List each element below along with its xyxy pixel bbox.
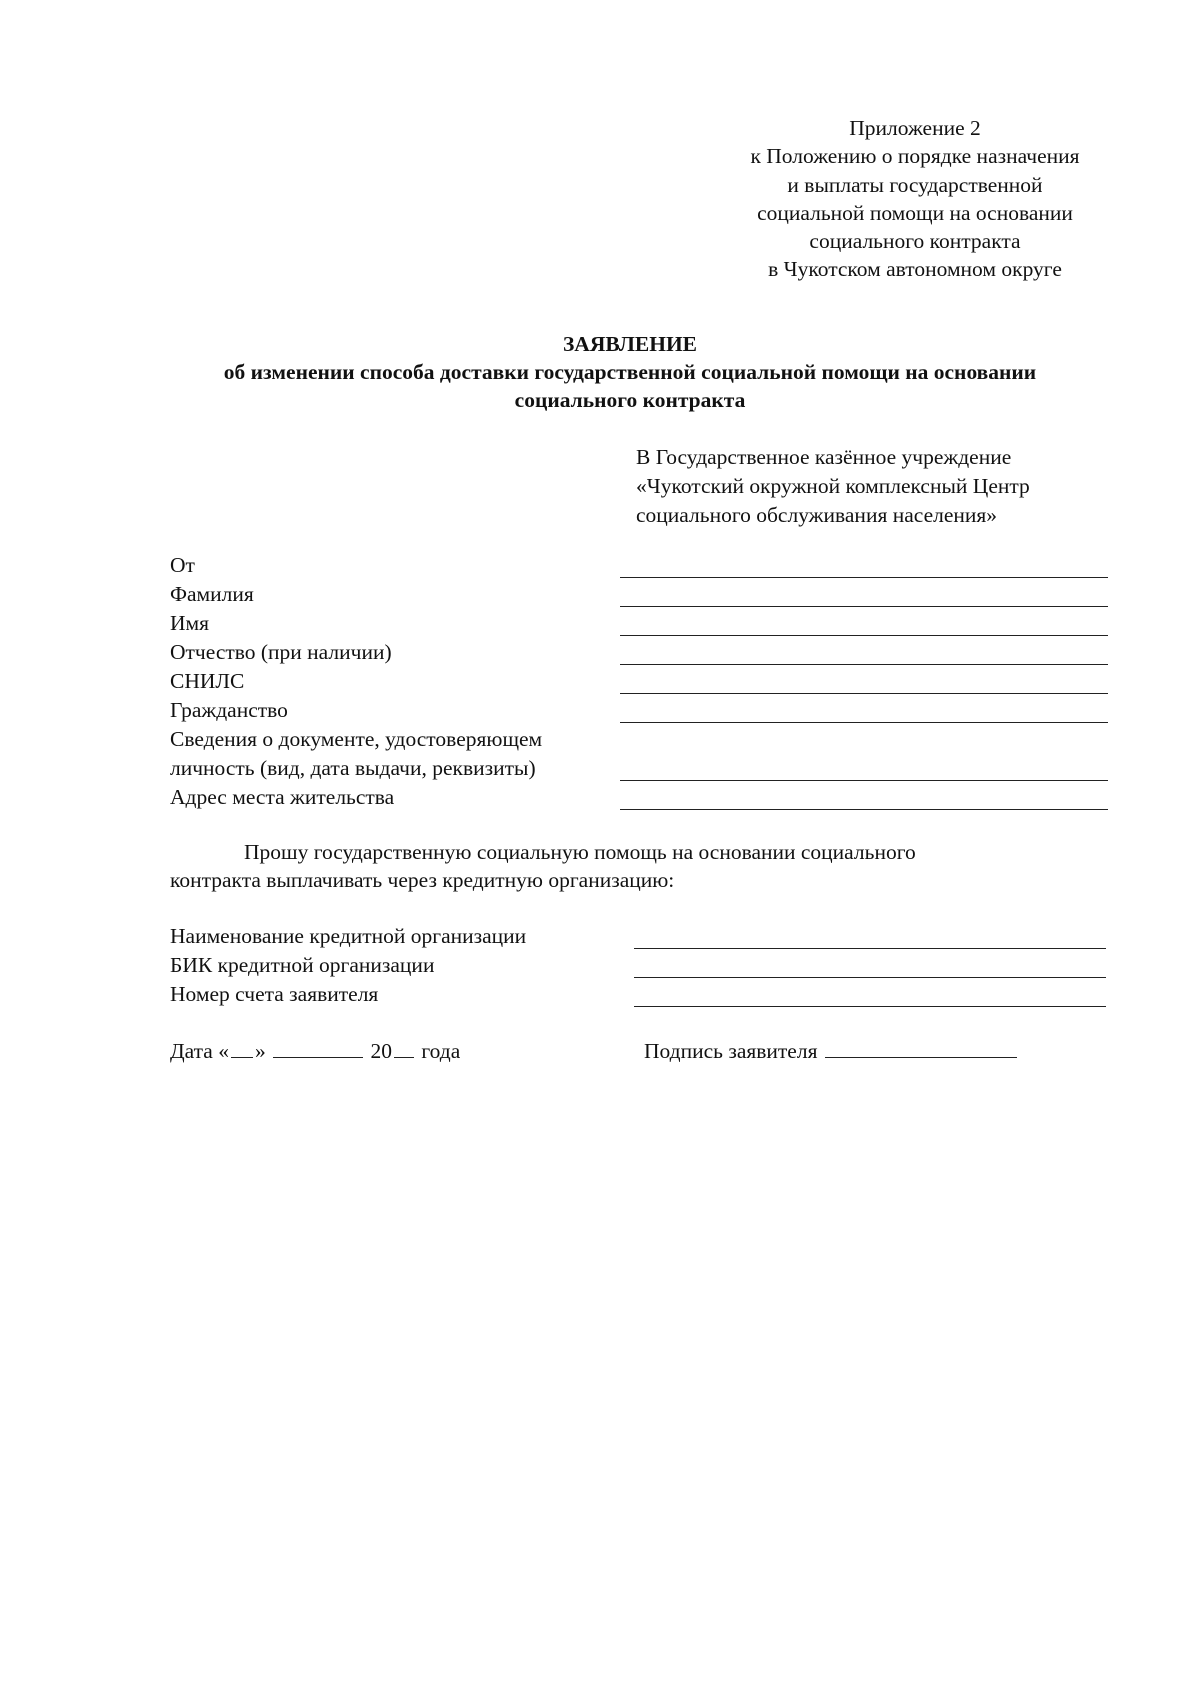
appendix-line: социальной помощи на основании [757,200,1073,225]
request-line: Прошу государственную социальную помощь на основании социального [244,840,916,864]
field-line-bik[interactable] [634,977,1106,978]
field-line-id-document[interactable] [620,780,1108,781]
date-day-blank[interactable] [231,1037,253,1058]
field-label-id-document-cont: личность (вид, дата выдачи, реквизиты) [170,756,536,780]
date-field [170,1037,460,1066]
document-title [150,330,1110,414]
addressee-line: «Чукотский окружной комплексный Центр [636,474,1030,498]
appendix-line: социального контракта [809,229,1021,254]
date-quote-close: » [254,1039,266,1063]
appendix-line: к Положению о порядке назначения [750,144,1080,169]
date-year-prefix: 20 [370,1039,392,1063]
date-year-suffix: года [421,1039,461,1063]
date-month-blank[interactable] [273,1037,363,1058]
appendix-line: в Чукотском автономном округе [768,257,1062,282]
field-label-bik: БИК кредитной организации [170,953,435,977]
field-label-citizenship: Гражданство [170,698,288,722]
field-line-name[interactable] [620,635,1108,636]
date-label: Дата « [170,1039,229,1063]
request-paragraph [170,838,1070,894]
field-label-account-number: Номер счета заявителя [170,982,379,1006]
field-label-from: От [170,553,195,577]
date-year-blank[interactable] [394,1037,414,1058]
field-line-surname[interactable] [620,606,1108,607]
appendix-line: и выплаты государственной [787,172,1043,197]
title-subtitle-line: социального контракта [514,388,746,412]
field-label-id-document: Сведения о документе, удостоверяющем [170,727,543,751]
addressee-block [636,443,1030,530]
field-label-snils: СНИЛС [170,669,245,693]
field-label-bank-name: Наименование кредитной организации [170,924,527,948]
appendix-line: Приложение 2 [849,116,981,140]
field-line-citizenship[interactable] [620,722,1108,723]
title-subtitle-line: об изменении способа доставки государственной социальной помощи на основании [223,360,1037,384]
field-line-from[interactable] [620,577,1108,578]
field-label-address: Адрес места жительства [170,785,395,809]
addressee-line: социального обслуживания населения» [636,503,998,527]
field-line-patronymic[interactable] [620,664,1108,665]
appendix-header [720,114,1110,284]
field-line-bank-name[interactable] [634,948,1106,949]
signature-field [644,1037,1019,1066]
field-line-snils[interactable] [620,693,1108,694]
field-line-account-number[interactable] [634,1006,1106,1007]
request-line: контракта выплачивать через кредитную организацию: [170,868,675,892]
field-line-address[interactable] [620,809,1108,810]
field-label-patronymic: Отчество (при наличии) [170,640,392,664]
addressee-line: В Государственное казённое учреждение [636,445,1012,469]
field-label-name: Имя [170,611,210,635]
title-heading: ЗАЯВЛЕНИЕ [562,332,698,356]
signature-label: Подпись заявителя [644,1039,818,1063]
field-label-surname: Фамилия [170,582,254,606]
signature-blank[interactable] [825,1037,1017,1058]
